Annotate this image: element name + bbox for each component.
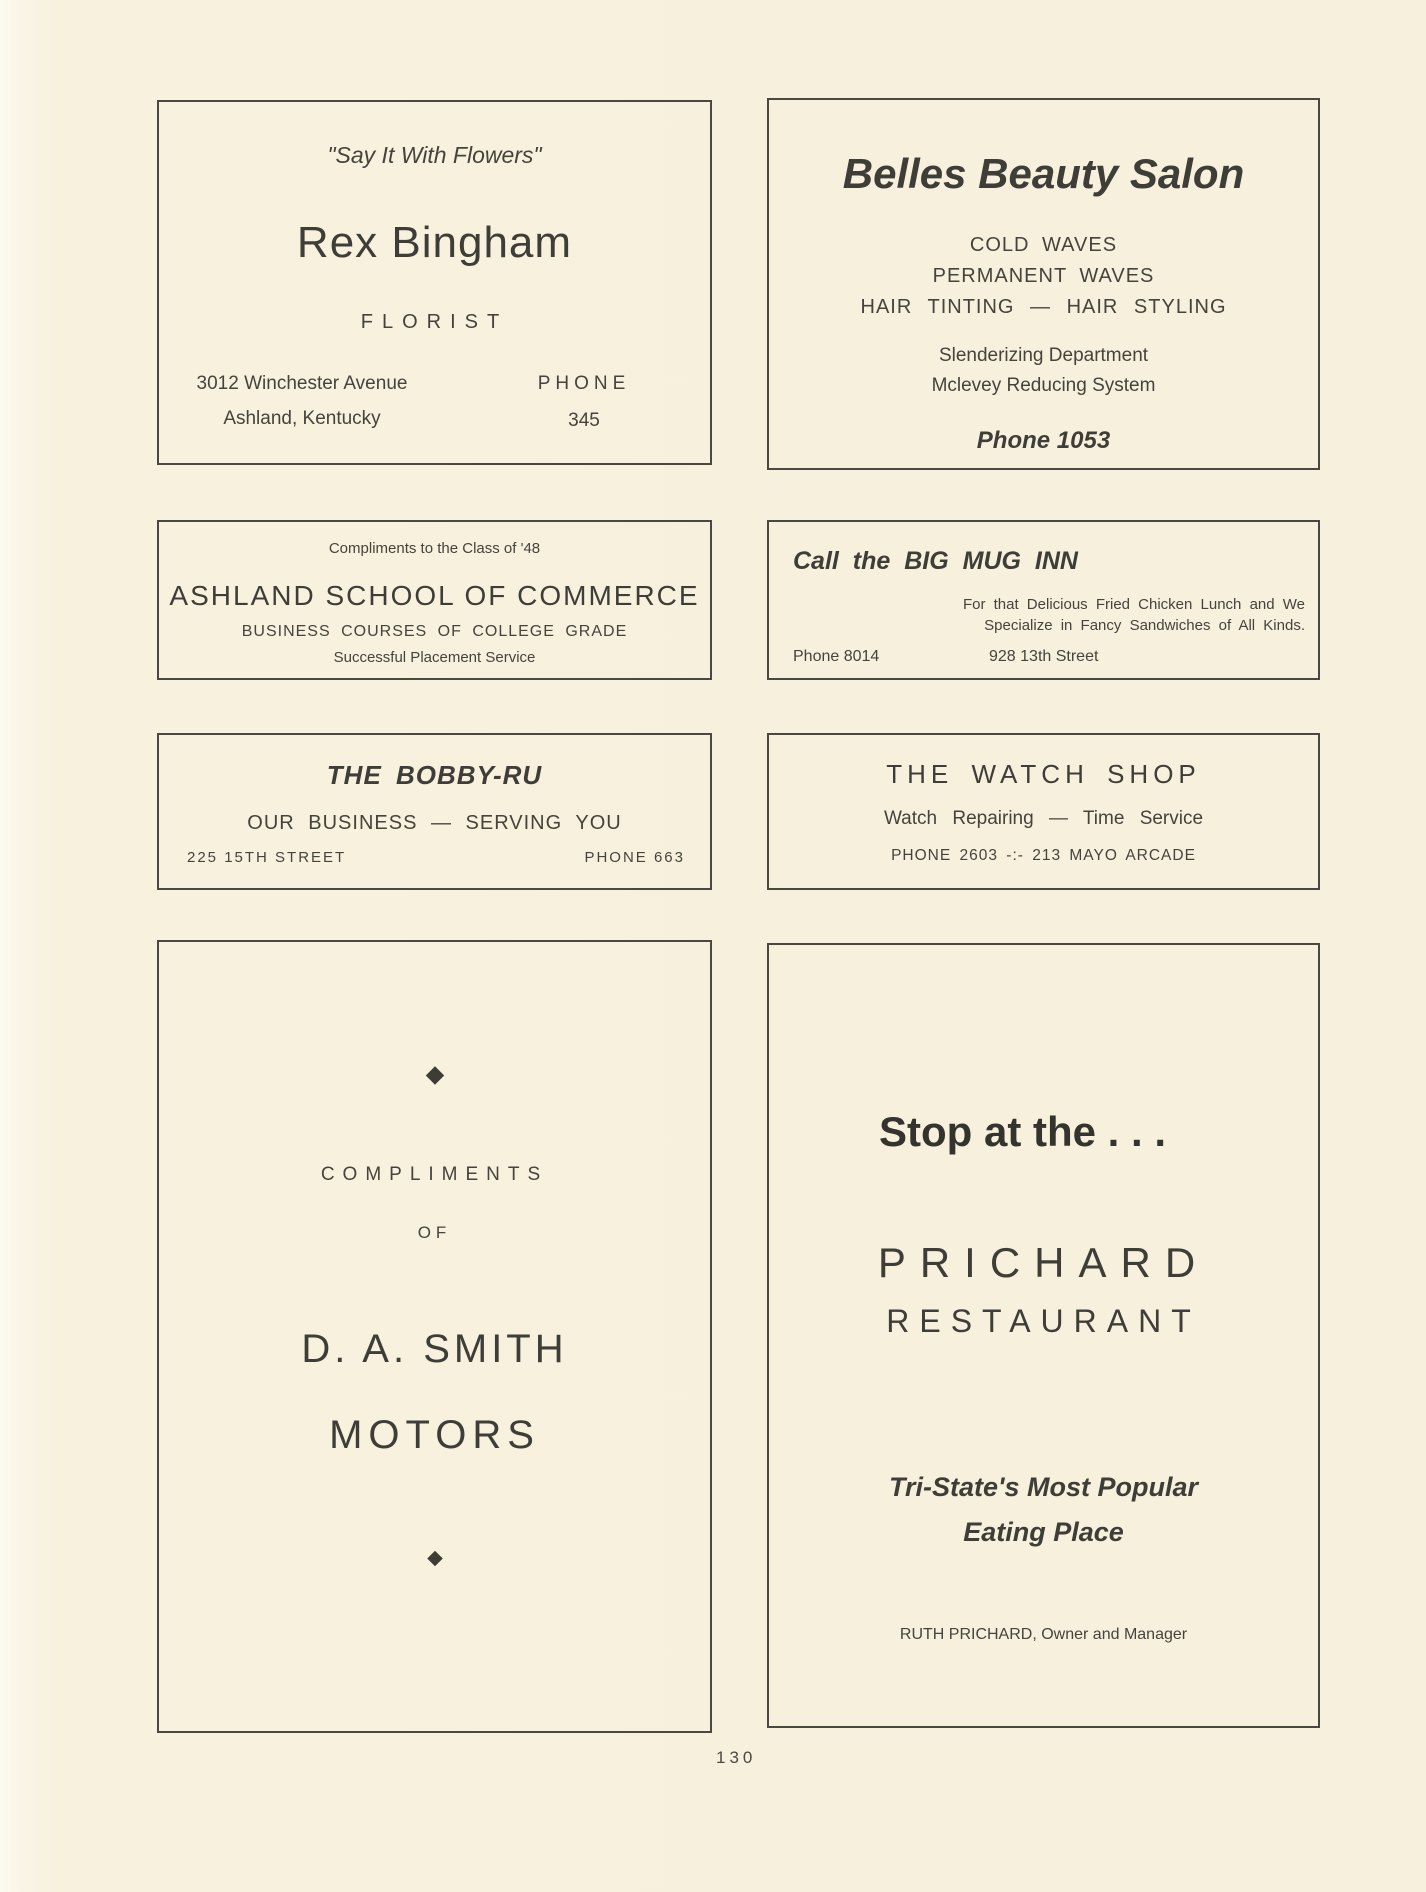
da-smith-line1: COMPLIMENTS: [320, 1164, 549, 1185]
prichard-tagline2: Eating Place: [963, 1517, 1124, 1547]
rex-bingham-address-line2: Ashland, Kentucky: [223, 408, 381, 429]
bobby-ru-slogan: OUR BUSINESS — SERVING YOU: [247, 812, 622, 834]
ashland-compliments: Compliments to the Class of '48: [328, 540, 541, 557]
diamond-icon: [425, 1066, 443, 1084]
ad-big-mug-inn: [767, 520, 1320, 680]
ad-ashland-school-of-commerce: [157, 520, 712, 680]
rex-bingham-phone-label: PHONE: [537, 373, 631, 394]
bobby-ru-name: THE BOBBY-RU: [326, 760, 543, 790]
rex-bingham-name: Rex Bingham: [296, 218, 573, 267]
prichard-owner: RUTH PRICHARD, Owner and Manager: [899, 1626, 1188, 1643]
da-smith-line2: OF: [417, 1223, 452, 1242]
rex-bingham-address-line1: 3012 Winchester Avenue: [196, 373, 408, 394]
watch-shop-services: Watch Repairing — Time Service: [883, 808, 1204, 829]
belles-service-3: HAIR TINTING — HAIR STYLING: [860, 296, 1227, 318]
ashland-subtitle: BUSINESS COURSES OF COLLEGE GRADE: [241, 623, 628, 640]
da-smith-name-line2: MOTORS: [329, 1413, 540, 1457]
rex-bingham-role: FLORIST: [360, 311, 509, 333]
ad-bobby-ru: [157, 733, 712, 890]
diamond-icon: [427, 1551, 443, 1567]
ad-watch-shop: [767, 733, 1320, 890]
belles-service-1: COLD WAVES: [969, 234, 1118, 256]
watch-shop-name: THE WATCH SHOP: [886, 759, 1201, 789]
belles-dept-line1: Slenderizing Department: [938, 345, 1149, 366]
big-mug-phone: Phone 8014: [793, 648, 880, 665]
rex-bingham-phone-number: 345: [568, 410, 600, 431]
prichard-tagline1: Tri-State's Most Popular: [889, 1472, 1198, 1502]
ashland-note: Successful Placement Service: [333, 649, 536, 666]
big-mug-body-line1: For that Delicious Fried Chicken Lunch and We: [962, 596, 1305, 613]
ad-prichard-restaurant: [767, 943, 1320, 1728]
belles-service-2: PERMANENT WAVES: [932, 265, 1155, 287]
belles-phone: Phone 1053: [976, 427, 1111, 454]
ad-rex-bingham-florist: [157, 100, 712, 465]
ad-da-smith-motors: [157, 940, 712, 1733]
page-number: 130: [716, 1748, 757, 1767]
ashland-name: ASHLAND SCHOOL OF COMMERCE: [169, 580, 700, 611]
belles-dept-line2: Mclevey Reducing System: [931, 375, 1156, 396]
prichard-name-line2: RESTAURANT: [886, 1303, 1201, 1339]
rex-bingham-tagline: "Say It With Flowers": [327, 142, 542, 168]
prichard-name-line1: PRICHARD: [877, 1239, 1210, 1286]
da-smith-name-line1: D. A. SMITH: [301, 1327, 568, 1371]
big-mug-title: Call the BIG MUG INN: [793, 547, 1078, 575]
ad-belles-beauty-salon: [767, 98, 1320, 470]
belles-name: Belles Beauty Salon: [842, 150, 1245, 197]
bobby-ru-phone: PHONE 663: [584, 849, 685, 866]
big-mug-body-line2: Specialize in Fancy Sandwiches of All Kinds.: [984, 617, 1305, 634]
prichard-intro: Stop at the . . .: [879, 1108, 1167, 1155]
big-mug-address: 928 13th Street: [989, 648, 1099, 665]
bobby-ru-address: 225 15TH STREET: [187, 849, 347, 866]
watch-shop-contact: PHONE 2603 -:- 213 MAYO ARCADE: [891, 847, 1196, 864]
